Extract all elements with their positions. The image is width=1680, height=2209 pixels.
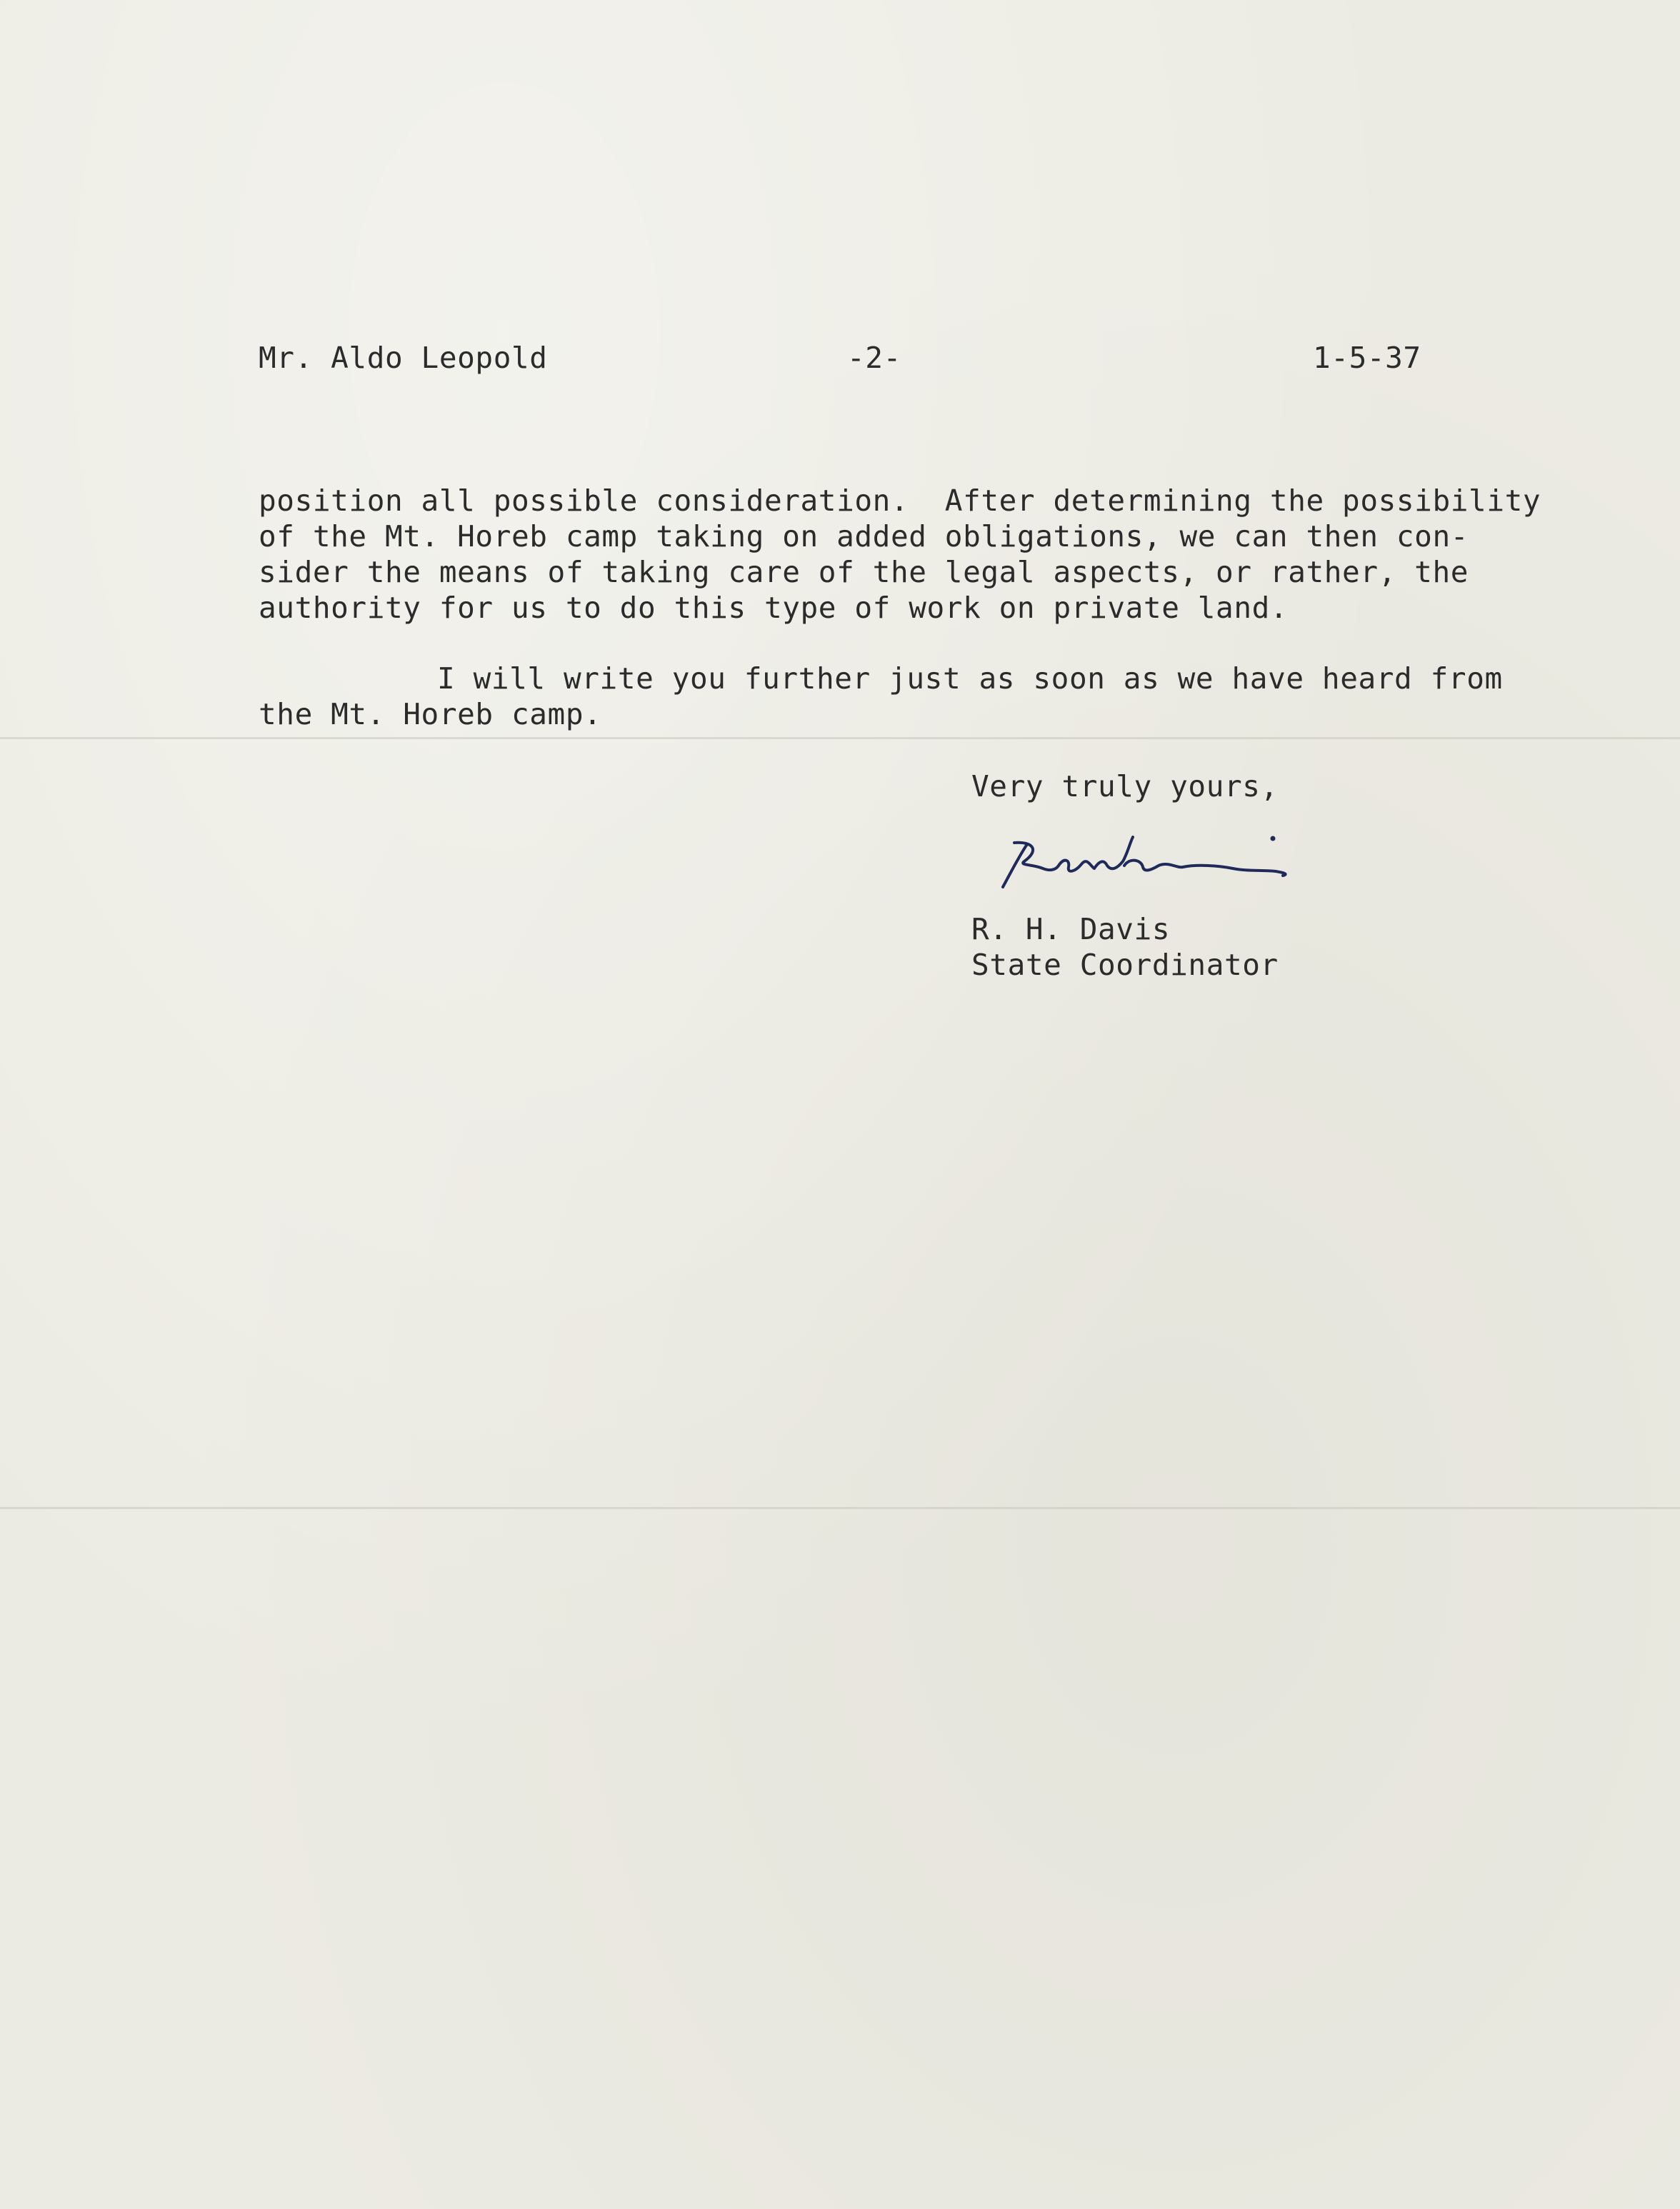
paper-fold-line — [0, 737, 1680, 739]
paper-fold-line — [0, 1507, 1680, 1509]
closing-salutation: Very truly yours, — [971, 769, 1279, 803]
handwritten-signature — [990, 828, 1304, 900]
body-paragraph-2-line: the Mt. Horeb camp. — [259, 697, 602, 731]
header-date: 1-5-37 — [1313, 341, 1421, 375]
signatory-title: State Coordinator — [971, 948, 1279, 982]
body-paragraph-1-line: of the Mt. Horeb camp taking on added obligations, we can then con- — [259, 519, 1469, 553]
body-paragraph-2-line: I will write you further just as soon as we have heard from — [437, 661, 1503, 696]
body-paragraph-1-line: sider the means of taking care of the legal aspects, or rather, the — [259, 555, 1469, 589]
header-recipient: Mr. Aldo Leopold — [259, 341, 548, 375]
body-paragraph-1-line: authority for us to do this type of work on private land. — [259, 591, 1289, 625]
signatory-name: R. H. Davis — [971, 912, 1171, 946]
body-paragraph-1-line: position all possible consideration. After determining the possibility — [259, 484, 1541, 518]
header-page-number: -2- — [847, 341, 901, 375]
